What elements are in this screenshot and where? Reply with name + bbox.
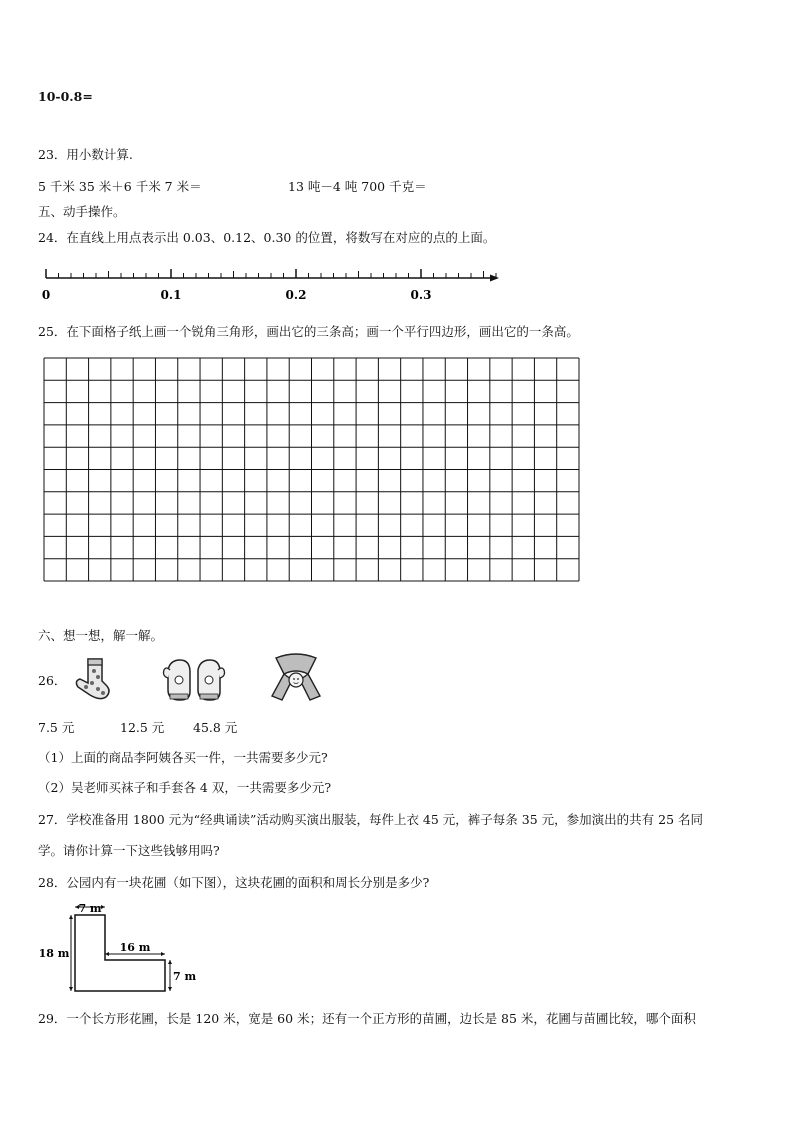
q23-expression-1: 5 千米 35 米＋6 千米 7 米＝ — [38, 179, 202, 194]
section-6-title: 六、想一想，解一解。 — [38, 628, 164, 643]
number-line-arrow — [490, 275, 499, 282]
dimension-left-height: 18 m — [38, 947, 70, 960]
q26-subquestion-1: （1）上面的商品李阿姨各买一件，一共需要多少元? — [38, 750, 328, 765]
dimension-inner-length: 16 m — [119, 941, 151, 954]
grid-paper[interactable] — [43, 357, 580, 582]
q24-title: 24．在直线上用点表示出 0.03、0.12、0.30 的位置，将数写在对应的点的上面。 — [38, 230, 496, 245]
number-line-label-0.3: 0.3 — [410, 288, 432, 302]
dimension-top-width: 7 m — [78, 902, 102, 915]
q23-title: 23．用小数计算. — [38, 147, 133, 162]
mittens-price: 12.5 元 — [120, 720, 165, 735]
scarf-price: 45.8 元 — [193, 720, 238, 735]
number-line[interactable] — [38, 262, 508, 304]
q27-line-1: 27．学校准备用 1800 元为“经典诵读”活动购买演出服装，每件上衣 45 元，裤子每条 35 元，参加演出的共有 25 名同 — [38, 812, 704, 827]
dimension-right-height: 7 m — [173, 970, 197, 983]
section-5-title: 五、动手操作。 — [38, 204, 126, 219]
number-line-label-0.2: 0.2 — [285, 288, 307, 302]
q23-expression-2: 13 吨－4 吨 700 千克＝ — [288, 179, 427, 194]
number-line-label-0: 0 — [41, 288, 51, 302]
q26-number: 26． — [38, 673, 67, 688]
garden-diagram — [38, 898, 208, 998]
scarf-icon — [268, 652, 324, 704]
q29-line-1: 29．一个长方形花圃，长是 120 米，宽是 60 米；还有一个正方形的苗圃，边长是 85 米，花圃与苗圃比较，哪个面积 — [38, 1011, 696, 1026]
q28-title: 28．公园内有一块花圃（如下图），这块花圃的面积和周长分别是多少? — [38, 875, 430, 890]
q25-title: 25．在下面格子纸上画一个锐角三角形，画出它的三条高；画一个平行四边形，画出它的一条高。 — [38, 324, 579, 339]
q26-subquestion-2: （2）吴老师买袜子和手套各 4 双，一共需要多少元? — [38, 780, 332, 795]
sock-price: 7.5 元 — [38, 720, 75, 735]
mittens-icon — [162, 656, 228, 704]
sock-icon — [70, 655, 118, 703]
number-line-label-0.1: 0.1 — [160, 288, 182, 302]
q22-expression: 10-0.8= — [38, 89, 93, 104]
q27-line-2: 学。请你计算一下这些钱够用吗? — [38, 843, 220, 858]
